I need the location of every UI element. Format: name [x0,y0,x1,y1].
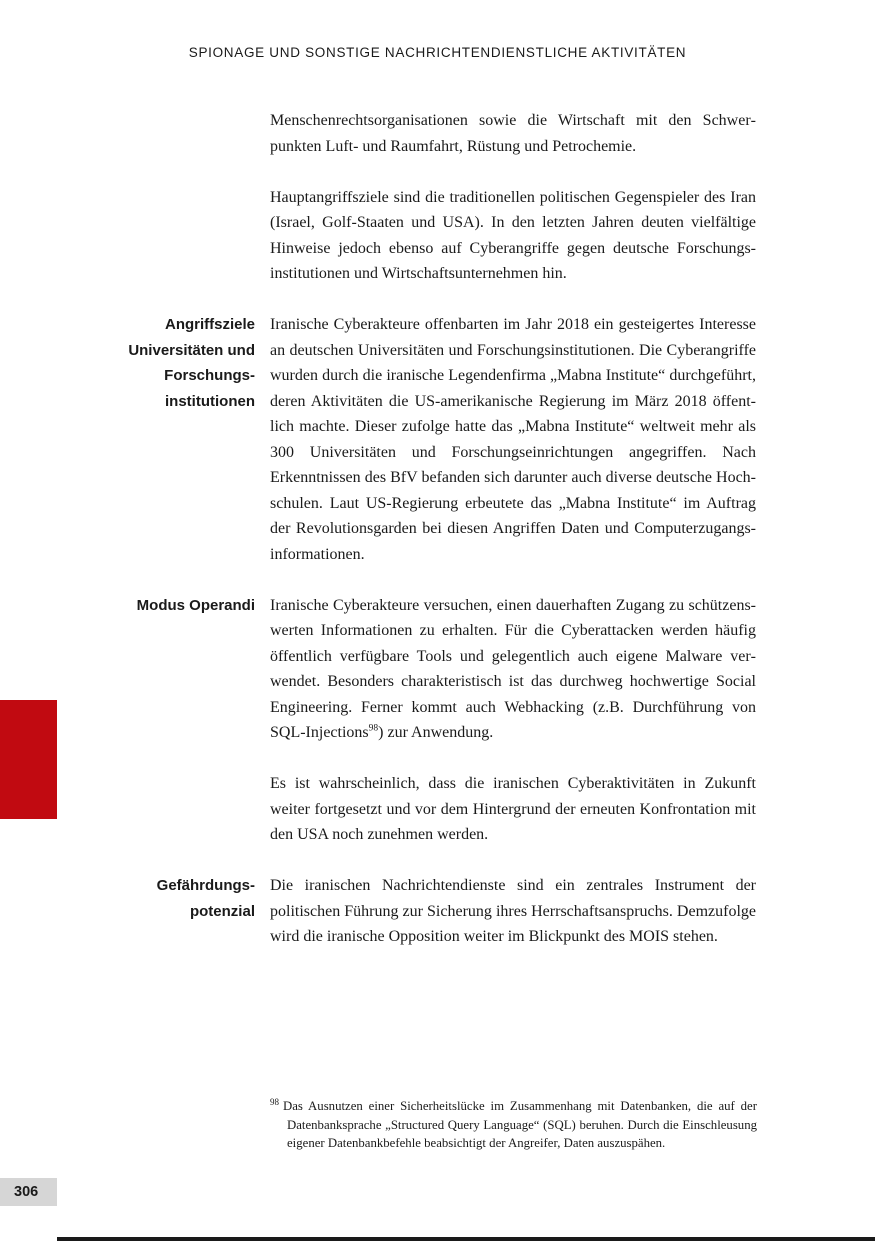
content-block [0,312,772,567]
content-block [0,108,772,287]
body-paragraph: Es ist wahrscheinlich, dass die iranischen Cyberaktivitäten in Zukunft weiter fortgesetzt und vor dem Hintergrund der erneuten Konfrontation mit den USA noch zunehmen werden. [270,775,756,843]
bottom-rule [57,1237,875,1241]
margin-label [0,873,255,950]
margin-label-line: Gefährdungs- [156,877,255,894]
body-text-segment: Iranische Cyberakteure versuchen, einen dauerhaften Zugang zu schützenswerten Informationen zu erhalten. Für die Cyberattacken werden häufig öffentlich verfügbare Tools und gelegentlich auch eigene Malware verwendet. Besonders charakteristisch ist das durchweg hochwertige Social Engineering. Ferner kommt auch Webhacking (z.B. Durchführung von SQL-Injections [270,596,756,741]
text-column [270,108,756,287]
page-header: SPIONAGE UND SONSTIGE NACHRICHTENDIENSTLICHE AKTIVITÄTEN [188,45,687,60]
text-column [270,593,756,848]
body-text-segment: ) zur Anwendung. [378,724,494,741]
body-paragraph: Hauptangriffsziele sind die traditionellen politischen Gegenspieler des Iran (Israel, Golf-Staaten und USA). In den letzten Jahren deuten vielfältige Hinweise jedoch ebenso auf Cyberangriffe gegen deutsche Forschungsinstitutionen und Wirtschaftsunternehmen hin. [270,188,756,282]
content-block [0,593,772,848]
text-column [270,873,756,950]
paragraph-with-footnote-ref [270,593,756,746]
page-number: 306 [14,1184,39,1200]
content [0,108,772,975]
margin-label [0,593,255,848]
content-block [0,873,772,950]
body-paragraph: Iranische Cyberakteure offenbarten im Jahr 2018 ein gesteigertes Interesse an deutschen Universitäten und Forschungsinstitutionen. Die Cyberangriffe wurden durch die iranische Legendenfirma „Mabna Institute“ durchgeführt, deren Aktivitäten die US-amerikanische Regierung im März 2018 öffentlich machte. Dieser zufolge hatte das „Mabna Institute“ weltweit mehr als 300 Universitäten und Forschungseinrichtungen angegriffen. Nach Erkenntnissen des BfV befanden sich darunter auch diverse deutsche Hochschulen. Laut US-Regierung erbeutete das „Mabna Institute“ im Auftrag der Revolutionsgarden bei diesen Angriffen Daten und Computerzugangsinformationen. [270,316,756,563]
footnote-ref: 98 [368,723,379,734]
margin-label-line: Modus Operandi [136,596,255,614]
margin-label-line: Forschungs- [164,367,255,384]
body-paragraph: Die iranischen Nachrichtendienste sind ein zentrales Instrument der politischen Führung zur Sicherung ihres Herrschaftsanspruchs. Demzufolge wird die iranische Opposition weiter im Blickpunkt des MOIS stehen. [270,877,756,945]
text-column [270,312,756,567]
margin-label [0,108,255,287]
body-paragraph: Menschenrechtsorganisationen sowie die Wirtschaft mit den Schwerpunkten Luft- und Raumfahrt, Rüstung und Petrochemie. [270,112,756,155]
margin-label-line: potenzial [189,902,255,920]
margin-label [0,312,255,567]
footnote-text: Das Ausnutzen einer Sicherheitslücke im Zusammenhang mit Datenbanken, die auf der Datenbanksprache „Structured Query Language“ (SQL) beruhen. Durch die Einschleusung eigener Datenbankbefehle beabsichtigt der Angreifer, Daten auszuspähen. [283,1099,757,1150]
footnote [270,1097,757,1153]
footnote-marker: 98 [270,1096,279,1107]
margin-label-line: institutionen [165,392,255,410]
page-number-box [0,1178,57,1206]
margin-label-line: Universitäten und [128,341,255,359]
margin-label-line: Angriffsziele [164,316,255,333]
